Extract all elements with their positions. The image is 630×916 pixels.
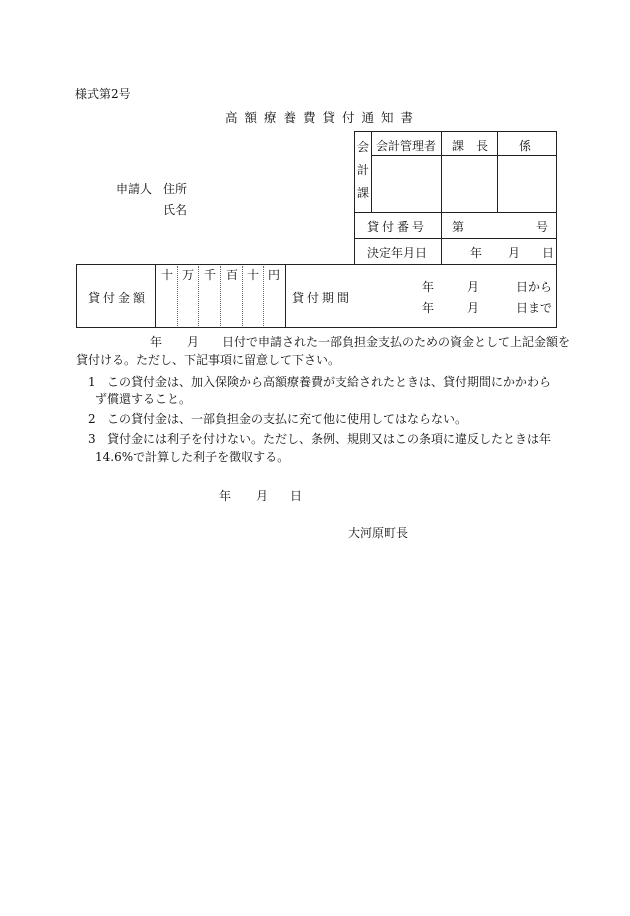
loan-number-prefix: 第 — [452, 220, 465, 234]
item-number: 3 — [88, 432, 96, 446]
item-text: 貸付金には利子を付けない。ただし、条例、規則又はこの条項に違反したときは年 — [107, 432, 552, 446]
loan-amount-label: 貸付金額 — [88, 291, 149, 305]
unit-label: 十 — [247, 268, 260, 282]
decision-date-label: 決定年月日 — [367, 246, 428, 260]
period-to-month: 月 — [467, 301, 480, 315]
decision-date-month: 月 — [508, 246, 521, 260]
loan-number-label: 貸付番号 — [367, 220, 428, 234]
applicant-label: 申請人 — [116, 182, 153, 196]
decision-date-day: 日 — [542, 246, 555, 260]
form-number: 様式第2号 — [75, 87, 131, 101]
decision-date-year: 年 — [470, 246, 483, 260]
intro-year: 年 — [150, 335, 163, 349]
date-month: 月 — [256, 489, 269, 503]
intro-line-2: 貸付ける。ただし、下記事項に留意して下さい。 — [76, 353, 341, 367]
staff-header: 係 — [519, 139, 532, 153]
period-to-year: 年 — [422, 301, 435, 315]
item-text: この貸付金は、一部負担金の支払に充て他に使用してはならない。 — [107, 412, 468, 426]
unit-label: 十 — [161, 268, 174, 282]
period-to-day: 日まで — [516, 301, 553, 315]
section-chief-header: 課 長 — [452, 139, 489, 153]
period-from-month: 月 — [467, 280, 480, 294]
loan-period-label: 貸付期間 — [292, 291, 353, 305]
address-label: 住所 — [163, 182, 188, 196]
date-day: 日 — [290, 489, 303, 503]
item-text-continued: ず償還すること。 — [95, 392, 192, 406]
accounting-manager-header: 会計管理者 — [376, 139, 437, 153]
item-text-continued: 14.6%で計算した利子を徴収する。 — [95, 450, 290, 464]
period-from-year: 年 — [422, 280, 435, 294]
unit-label: 千 — [204, 268, 217, 282]
item-number: 2 — [88, 412, 96, 426]
intro-month: 月 — [187, 335, 200, 349]
item-number: 1 — [88, 375, 96, 389]
accounting-section-label: 会 計 課 — [356, 140, 369, 200]
intro-line-1: 日付で申請された一部負担金支払のための資金として上記金額を — [222, 335, 571, 349]
document-title: 高額療養費貸付通知書 — [225, 110, 421, 125]
date-year: 年 — [219, 489, 232, 503]
name-label: 氏名 — [163, 203, 188, 217]
unit-label: 万 — [182, 268, 195, 282]
item-text: この貸付金は、加入保険から高額療養費が支給されたときは、貸付期間にかかわら — [107, 375, 552, 389]
issuer-name: 大河原町長 — [348, 526, 409, 540]
loan-number-suffix: 号 — [536, 220, 549, 234]
unit-label: 円 — [268, 268, 281, 282]
unit-label: 百 — [226, 268, 239, 282]
period-from-day: 日から — [516, 280, 553, 294]
